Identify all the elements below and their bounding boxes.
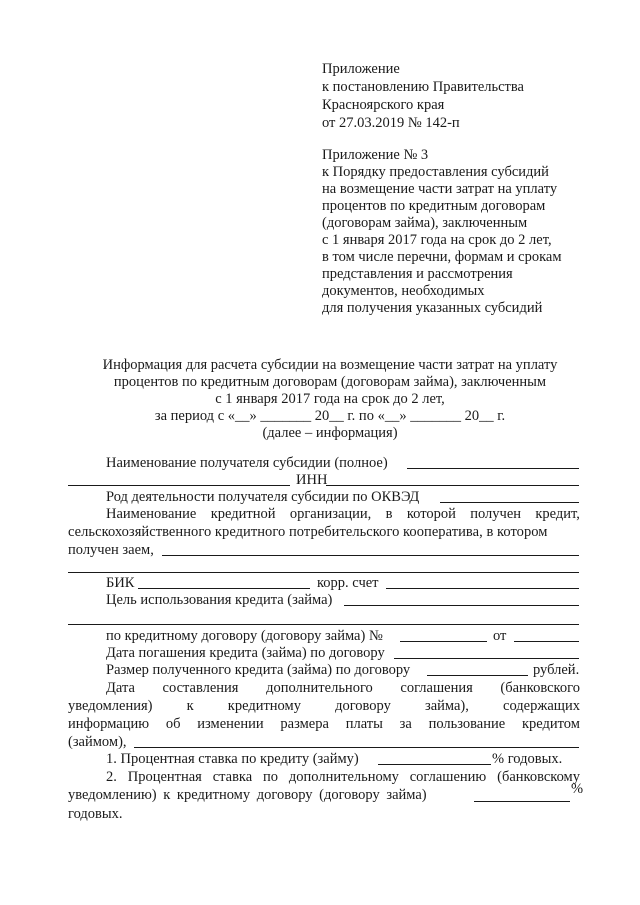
word: дополнительного xyxy=(266,680,373,696)
contract-from-label: от xyxy=(493,628,507,644)
contract-number-field[interactable] xyxy=(400,641,487,642)
word: 2. xyxy=(106,769,117,785)
loan-size-unit: рублей. xyxy=(533,662,580,678)
item1-label: 1. Процентная ставка по кредиту (займу) xyxy=(106,751,359,767)
activity-label: Род деятельности получателя субсидии по ОКВЭД xyxy=(106,489,420,505)
addendum-line1 xyxy=(106,680,580,697)
title-line: с 1 января 2017 года на срок до 2 лет, xyxy=(215,391,445,407)
credit-org-line3: получен заем, xyxy=(68,542,154,558)
appendix-date: от 27.03.2019 № 142-п xyxy=(322,115,460,131)
appendix-label: Приложение xyxy=(322,61,400,77)
title-line: (далее – информация) xyxy=(262,425,398,441)
addendum-end: (займом), xyxy=(68,734,127,750)
bik-field[interactable] xyxy=(138,588,310,589)
word: уведомления) xyxy=(68,698,153,714)
word: получен xyxy=(470,506,522,522)
appendix3-line: для получения указанных субсидий xyxy=(322,300,543,316)
word: Процентная xyxy=(127,769,202,785)
word: в xyxy=(385,506,393,522)
item2-line1 xyxy=(106,769,580,786)
inn-field[interactable] xyxy=(326,485,579,486)
bik-label: БИК xyxy=(106,575,135,591)
word: Наименование xyxy=(106,506,197,522)
word: кредитной xyxy=(210,506,276,522)
credit-org-field-cont[interactable] xyxy=(68,572,579,573)
recipient-name-label: Наименование получателя субсидии (полное) xyxy=(106,455,388,471)
appendix3-line: документов, необходимых xyxy=(322,283,485,299)
word: Дата xyxy=(106,680,135,696)
word: договору xyxy=(335,698,391,714)
appendix3-line: с 1 января 2017 года на срок до 2 лет, xyxy=(322,232,552,248)
title-period: за период с «__» _______ 20__ г. по «__» _______ 20__ г. xyxy=(154,408,506,424)
word: организации, xyxy=(289,506,372,522)
corr-account-field[interactable] xyxy=(386,588,579,589)
word: соглашению xyxy=(409,769,487,785)
appendix3-line: процентов по кредитным договорам xyxy=(322,198,546,214)
item2-rate-field[interactable] xyxy=(474,801,570,802)
word: размера xyxy=(280,716,329,732)
loan-size-field[interactable] xyxy=(427,675,528,676)
word: дополнительному xyxy=(288,769,399,785)
word: составления xyxy=(162,680,239,696)
purpose-label: Цель использования кредита (займа) xyxy=(106,592,333,608)
credit-org-field[interactable] xyxy=(162,555,579,556)
contract-date-field[interactable] xyxy=(514,641,579,642)
appendix-resolution: к постановлению Правительства xyxy=(322,79,524,95)
appendix3-line: представления и рассмотрения xyxy=(322,266,513,282)
word: кредит, xyxy=(535,506,580,522)
recipient-name-field[interactable] xyxy=(407,468,579,469)
credit-org-line1 xyxy=(106,506,580,523)
inn-label: ИНН xyxy=(296,472,328,488)
appendix-region: Красноярского края xyxy=(322,97,445,113)
word: ставка xyxy=(212,769,253,785)
item2-pct: % xyxy=(571,781,584,797)
purpose-field[interactable] xyxy=(344,605,579,606)
word: по xyxy=(263,769,279,785)
item2-line3: годовых. xyxy=(68,806,123,822)
word: соглашения xyxy=(400,680,473,696)
word: к xyxy=(186,698,194,714)
word: информацию xyxy=(68,716,150,732)
item1-rate-field[interactable] xyxy=(378,764,491,765)
word: за xyxy=(399,716,412,732)
word: займа), xyxy=(425,698,469,714)
appendix3-line: к Порядку предоставления субсидий xyxy=(322,164,549,180)
item2-line2: уведомлению) к кредитному договору (договору займа) xyxy=(68,787,427,803)
word: содержащих xyxy=(503,698,580,714)
addendum-date-field[interactable] xyxy=(134,747,579,748)
word: (банковского xyxy=(500,680,580,696)
appendix3-line: на возмещение части затрат на уплату xyxy=(322,181,558,197)
appendix3-line: (договорам займа), заключенным xyxy=(322,215,528,231)
recipient-name-field-cont[interactable] xyxy=(68,485,290,486)
word: изменении xyxy=(197,716,264,732)
appendix3-line: в том числе перечни, формам и срокам xyxy=(322,249,562,265)
contract-number-label: по кредитному договору (договору займа) № xyxy=(106,628,383,644)
corr-account-label: корр. счет xyxy=(317,575,379,591)
loan-size-label: Размер полученного кредита (займа) по договору xyxy=(106,662,411,678)
word: (банковскому xyxy=(497,769,580,785)
addendum-line3 xyxy=(68,716,580,733)
purpose-field-cont[interactable] xyxy=(68,624,579,625)
credit-org-line2: сельскохозяйственного кредитного потребительского кооператива, в котором xyxy=(68,524,548,540)
item1-unit: % годовых. xyxy=(492,751,563,767)
word: платы xyxy=(345,716,383,732)
word: кредитом xyxy=(521,716,580,732)
title-line: Информация для расчета субсидии на возмещение части затрат на уплату xyxy=(102,357,558,373)
word: кредитному xyxy=(227,698,301,714)
addendum-line2 xyxy=(68,698,580,715)
activity-field[interactable] xyxy=(440,502,579,503)
title-line: процентов по кредитным договорам (договорам займа), заключенным xyxy=(113,374,547,390)
repayment-date-label: Дата погашения кредита (займа) по договору xyxy=(106,645,385,661)
appendix3-line: Приложение № 3 xyxy=(322,147,429,163)
repayment-date-field[interactable] xyxy=(394,658,579,659)
word: пользование xyxy=(428,716,506,732)
word: которой xyxy=(406,506,456,522)
word: об xyxy=(165,716,181,732)
